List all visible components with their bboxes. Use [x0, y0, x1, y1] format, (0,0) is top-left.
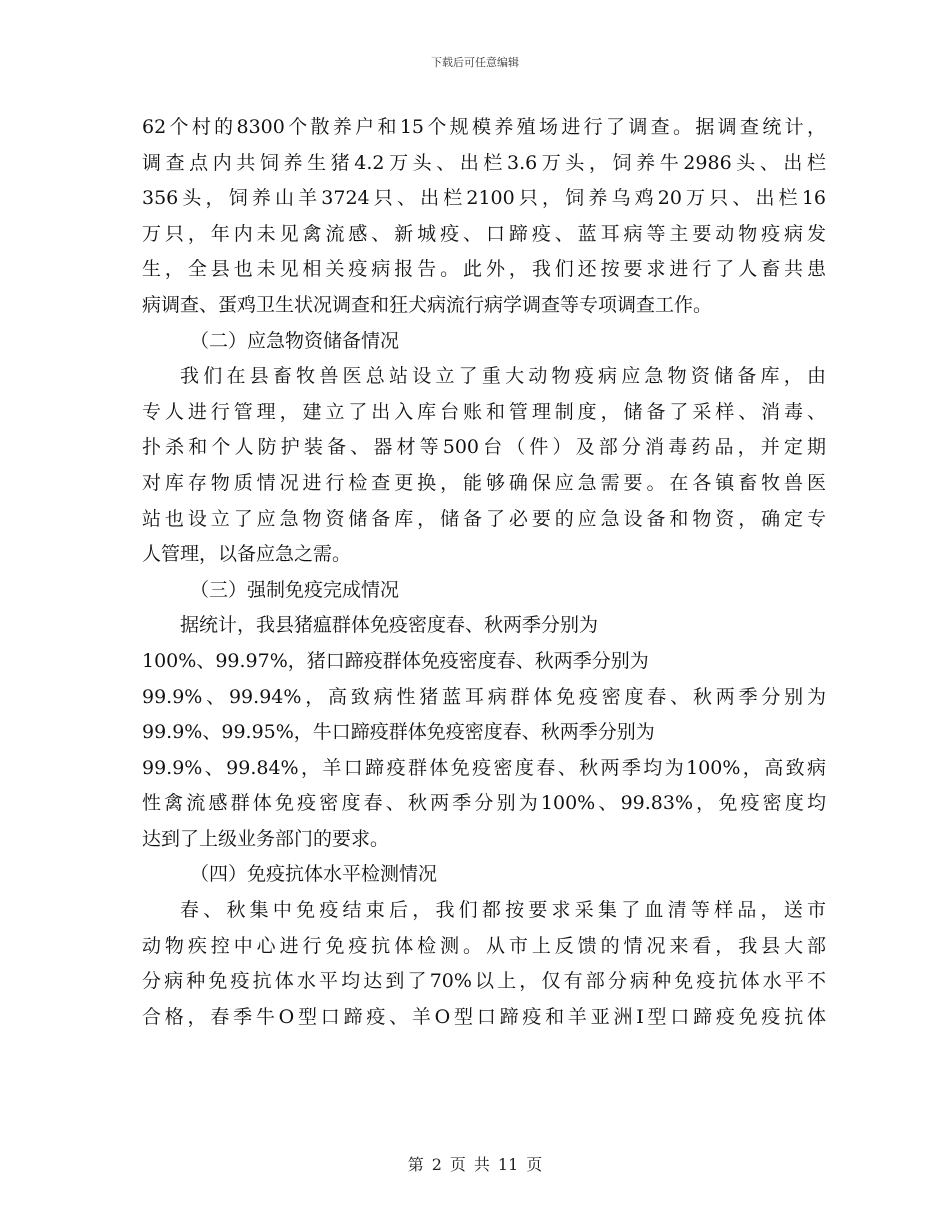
section-heading: （二）应急物资储备情况	[190, 329, 400, 352]
body-line: 62个村的8300个散养户和15个规模养殖场进行了调查。据调查统计，	[142, 116, 826, 138]
body-line: 调查点内共饲养生猪4.2万头、出栏3.6万头，饲养牛2986头、出栏	[142, 151, 826, 174]
body-line: 99.9%、99.84%，羊口蹄疫群体免疫密度春、秋两季均为100%，高致病	[142, 756, 826, 779]
body-line: 动物疾控中心进行免疫抗体检测。从市上反馈的情况来看，我县大部	[142, 934, 826, 957]
body-line: 人管理，以备应急之需。	[142, 543, 352, 566]
body-line: 春、秋集中免疫结束后，我们都按要求采集了血清等样品，送市	[180, 899, 826, 922]
body-line: 性禽流感群体免疫密度春、秋两季分别为100%、99.83%，免疫密度均	[142, 792, 826, 815]
body-line: 99.9%、99.95%，牛口蹄疫群体免疫密度春、秋两季分别为	[142, 721, 655, 744]
body-line: 合格，春季牛O型口蹄疫、羊O型口蹄疫和羊亚洲Ⅰ型口蹄疫免疫抗体	[142, 1005, 826, 1028]
section-heading: （三）强制免疫完成情况	[190, 578, 400, 601]
body-line: 据统计，我县猪瘟群体免疫密度春、秋两季分别为	[180, 614, 599, 637]
body-line: 356头，饲养山羊3724只、出栏2100只，饲养乌鸡20万只、出栏16	[142, 187, 826, 210]
body-line: 站也设立了应急物资储备库，储备了必要的应急设备和物资，确定专	[142, 507, 826, 530]
footer-page-unit: 页	[449, 1155, 466, 1174]
body-line: 生，全县也未见相关疫病报告。此外，我们还按要求进行了人畜共患	[142, 258, 826, 281]
body-line: 扑杀和个人防护装备、器材等500台（件）及部分消毒药品，并定期	[142, 436, 826, 459]
body-line: 99.9%、99.94%，高致病性猪蓝耳病群体免疫密度春、秋两季分别为	[142, 685, 826, 708]
document-body	[142, 110, 826, 1035]
page-header: 下载后可任意编辑	[431, 56, 519, 69]
body-line: 对库存物质情况进行检查更换，能够确保应急需要。在各镇畜牧兽医	[142, 471, 826, 494]
footer-page-number: 2	[431, 1155, 442, 1174]
body-line: 分病种免疫抗体水平均达到了70%以上，仅有部分病种免疫抗体水平不	[142, 970, 826, 993]
body-line: 万只，年内未见禽流感、新城疫、口蹄疫、蓝耳病等主要动物疫病发	[142, 222, 826, 245]
footer-prefix: 第	[407, 1155, 424, 1174]
section-heading: （四）免疫抗体水平检测情况	[190, 863, 438, 886]
body-line: 病调查、蛋鸡卫生状况调查和狂犬病流行病学调查等专项调查工作。	[142, 293, 713, 316]
footer-total-pages: 11	[497, 1155, 519, 1174]
body-line: 专人进行管理，建立了出入库台账和管理制度，储备了采样、消毒、	[142, 400, 826, 423]
page-footer	[0, 1152, 950, 1175]
body-line: 达到了上级业务部门的要求。	[142, 827, 390, 850]
footer-total-label: 共	[473, 1155, 490, 1174]
body-line: 100%、99.97%，猪口蹄疫群体免疫密度春、秋两季分别为	[142, 649, 649, 672]
footer-total-unit: 页	[526, 1155, 543, 1174]
body-line: 我们在县畜牧兽医总站设立了重大动物疫病应急物资储备库，由	[180, 365, 826, 388]
